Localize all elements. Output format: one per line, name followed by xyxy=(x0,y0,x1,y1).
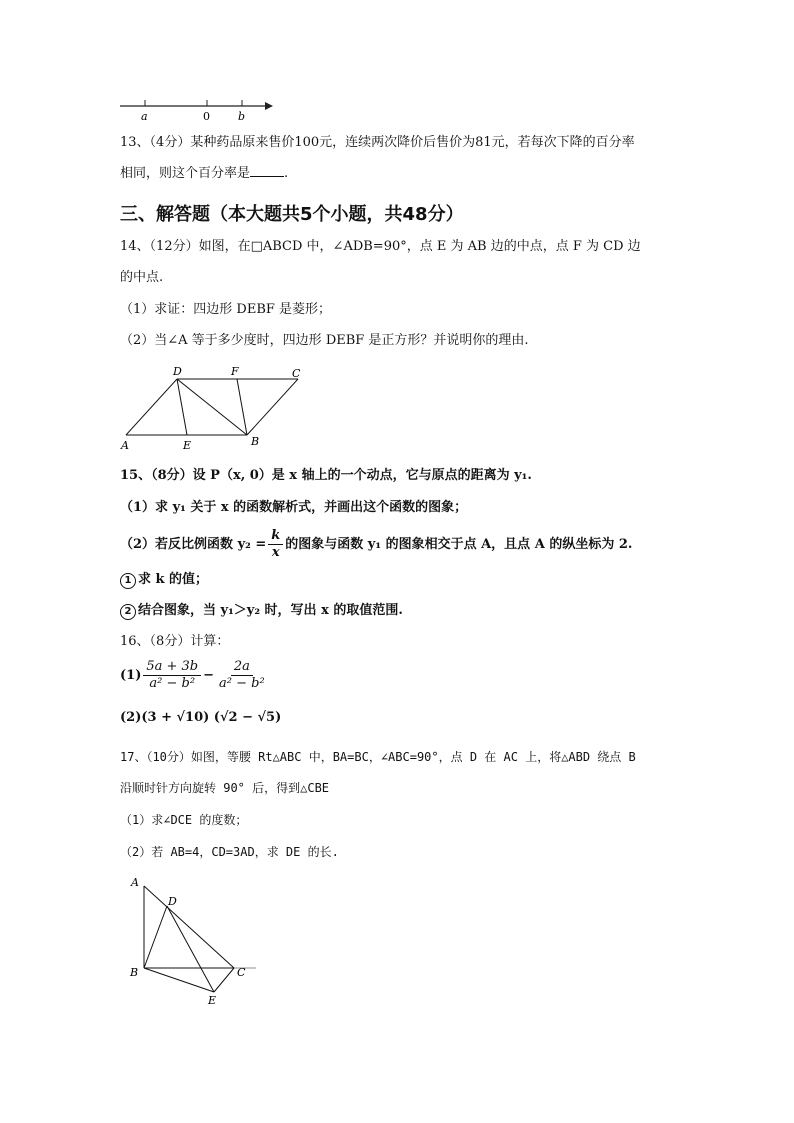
fraction-denominator: a² − b² xyxy=(149,676,196,691)
q15-part2-prefix: （2）若反比例函数 y₂ = xyxy=(120,537,267,552)
fig14-label-d: D xyxy=(173,365,182,378)
fig17-label-d: D xyxy=(168,895,177,908)
q17-line2: 沿顺时针方向旋转 90° 后，得到△CBE xyxy=(120,781,330,795)
fig17-label-c: C xyxy=(237,966,246,979)
q14-line2: 的中点. xyxy=(120,270,164,285)
fig14-label-b: B xyxy=(251,435,260,448)
q15-sub2 xyxy=(120,601,403,621)
parallelogram-figure xyxy=(115,362,315,454)
fraction-numerator: 5a + 3b xyxy=(143,659,201,676)
fig17-label-e: E xyxy=(208,994,217,1007)
fraction-5a3b xyxy=(143,659,201,692)
q15-sub1 xyxy=(120,570,208,590)
q14-line1: 14、（12分）如图，在□ABCD 中，∠ADB=90°，点 E 为 AB 边的中点，点 F 为 CD 边 xyxy=(120,239,641,254)
q15-sub2-text: 结合图象，当 y₁＞y₂ 时，写出 x 的取值范围. xyxy=(138,603,403,618)
q13-line2-suffix: . xyxy=(284,166,289,181)
q16-part1 xyxy=(120,658,270,694)
q13-line2-prefix: 相同，则这个百分率是 xyxy=(120,166,251,181)
q16-line1: 16、（8分）计算： xyxy=(120,634,230,649)
circled-number-2: 2 xyxy=(120,604,136,620)
q17-line1: 17、（10分）如图，等腰 Rt△ABC 中，BA=BC，∠ABC=90°，点 D 在 AC 上，将△ABD 绕点 B xyxy=(120,750,636,764)
q14-part2: （2）当∠A 等于多少度时，四边形 DEBF 是正方形？并说明你的理由. xyxy=(120,333,529,348)
number-line-label-a: a xyxy=(141,110,148,123)
q15-part2 xyxy=(120,528,632,562)
q16-part1-label: (1) xyxy=(120,668,142,683)
q15-part1: （1）求 y₁ 关于 x 的函数解析式，并画出这个函数的图象； xyxy=(120,500,468,515)
q13-line2 xyxy=(120,164,288,184)
q15-sub1-text: 求 k 的值； xyxy=(138,572,209,587)
fig14-label-f: F xyxy=(231,365,239,378)
number-line-label-zero: 0 xyxy=(203,110,210,123)
circled-number-1: 1 xyxy=(120,573,136,589)
fraction-numerator: k xyxy=(268,528,283,545)
fraction-denominator: a² − b² xyxy=(219,676,265,691)
fraction-numerator: 2a xyxy=(231,659,253,676)
q17-part2: （2）若 AB=4，CD=3AD，求 DE 的长. xyxy=(120,845,339,859)
q17-part1: （1）求∠DCE 的度数； xyxy=(120,813,248,827)
fig14-label-e: E xyxy=(183,439,192,452)
fig17-label-b: B xyxy=(130,966,139,979)
fraction-denominator: x xyxy=(271,545,280,560)
fig17-label-a: A xyxy=(131,876,139,889)
fraction-2a xyxy=(216,659,268,692)
section-heading: 三、解答题（本大题共5个小题，共48分） xyxy=(120,204,464,225)
minus-sign: − xyxy=(203,668,215,683)
q14-part1: （1）求证：四边形 DEBF 是菱形； xyxy=(120,302,332,317)
number-line-label-b: b xyxy=(238,110,246,123)
q13-answer-blank xyxy=(250,164,284,177)
number-line-figure xyxy=(115,96,275,126)
fig14-label-a: A xyxy=(121,439,129,452)
fig14-label-c: C xyxy=(292,367,301,380)
q15-part2-suffix: 的图象与函数 y₁ 的图象相交于点 A，且点 A 的纵坐标为 2. xyxy=(285,537,633,552)
triangle-figure xyxy=(122,872,272,1010)
q13-line1: 13、（4分）某种药品原来售价100元，连续两次降价后售价为81元，若每次下降的百分率 xyxy=(120,135,635,150)
q16-part2: (2)(3 + √10) (√2 − √5) xyxy=(120,710,282,725)
fraction-k-over-x xyxy=(268,528,283,561)
q15-line1: 15、（8分）设 P（x, 0）是 x 轴上的一个动点，它与原点的距离为 y₁. xyxy=(120,468,532,483)
